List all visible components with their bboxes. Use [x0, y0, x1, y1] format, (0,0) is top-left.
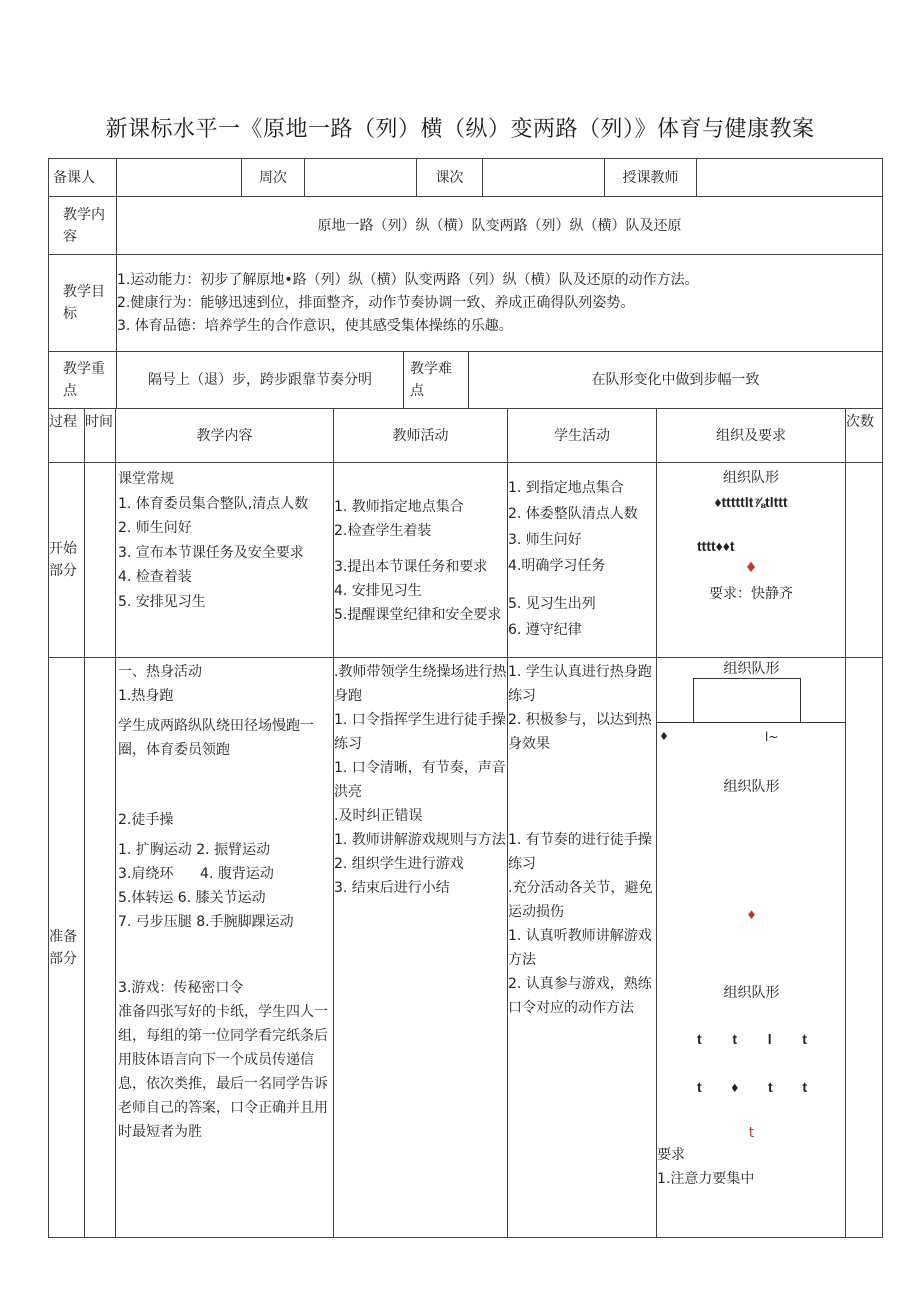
week-label: 周次 [242, 159, 305, 197]
difficulty-label: 教学难 点 [404, 352, 469, 409]
week-value [305, 159, 417, 197]
goal-item: 1.运动能力：初步了解原地•路（列）纵（横）队变两路（列）纵（横）队及还原的动作方法。 [117, 271, 699, 288]
formation-row: t t l t [697, 1031, 807, 1047]
page-title: 新课标水平一《原地一路（列）横（纵）变两路（列）》体育与健康教案 [105, 117, 815, 142]
formation-row: tttt♦♦t [697, 538, 735, 554]
teacher-marker: ♦ [659, 730, 669, 743]
content-value: 原地一路（列）纵（横）队变两路（列）纵（横）队及还原 [117, 197, 883, 255]
preparer-value [117, 159, 242, 197]
col-count: 次数 [846, 409, 883, 463]
org-title: 组织队形 [723, 779, 780, 795]
lesson-value [483, 159, 605, 197]
start-org [657, 463, 846, 658]
start-time [85, 463, 116, 658]
focus-table [48, 351, 883, 409]
start-count [846, 463, 883, 658]
org-requirement: 要求：快静齐 [709, 586, 793, 602]
prep-time [85, 658, 116, 1238]
lesson-label: 课次 [417, 159, 483, 197]
start-content: 课堂常规 1. 体育委员集合整队,清点人数 2. 师生问好 3. 宣布本节课任务及安全要求 4. 检查着装 5. 安排见习生 [116, 463, 334, 658]
teacher-value [697, 159, 883, 197]
key-point-label: 教学重 点 [49, 352, 117, 409]
org-requirement: 1.注意力要集中 [657, 1171, 755, 1187]
track-baseline [657, 722, 846, 723]
teacher-marker: ♦ [746, 908, 757, 922]
col-org: 组织及要求 [657, 409, 846, 463]
teacher-label: 授课教师 [605, 159, 697, 197]
formation-row: t ♦ t t [697, 1079, 807, 1095]
goals-label: 教学目 标 [49, 255, 117, 352]
col-teacher: 教师活动 [334, 409, 508, 463]
prep-count [846, 658, 883, 1238]
process-table [48, 408, 883, 1238]
prep-stage: 准备 部分 [49, 658, 85, 1238]
org-title: 组织队形 [723, 661, 780, 677]
teacher-marker: t [748, 1125, 755, 1141]
prep-content: 一、热身活动 1.热身跑 学生成两路纵队绕田径场慢跑一圈，体育委员领跑 2.徒手操 1. 扩胸运动 2. 振臂运动 3.肩绕环 4. 腹背运动 5.体转运 6. 膝关节运动 7. 弓步压腿 8.手腕脚踝运动 3.游戏：传秘密口令 准备四张写好的卡纸，学生四人一组，每组的第一位同学看完纸条后用肢体语言向下一个成员传递信息，依次类推，最后一名同学告诉老师自己的答案，口令正确并且用时最短者为胜 [116, 658, 334, 1238]
goal-item: 3. 体育品德：培养学生的合作意识，使其感受集体操练的乐趣。 [117, 317, 513, 334]
teacher-marker: ♦ [744, 560, 758, 576]
key-point-value: 隔号上（退）步，跨步跟靠节奏分明 [117, 352, 404, 409]
goals-list [117, 255, 883, 352]
preparer-label: 备课人 [49, 159, 117, 197]
start-stage: 开始 部分 [49, 463, 85, 658]
content-label: 教学内 容 [49, 197, 117, 255]
org-title: 组织队形 [723, 470, 779, 486]
goal-item: 2.健康行为：能够迅速到位，排面整齐，动作节奏协调一致、养成正确得队列姿势。 [117, 294, 635, 311]
col-time: 时间 [85, 409, 116, 463]
prep-teacher: .教师带领学生绕操场进行热身跑 1. 口令指挥学生进行徒手操练习 1. 口令清晰，有节奏，声音洪亮 .及时纠正错误 1. 教师讲解游戏规则与方法 2. 组织学生进行游戏 3. 结束后进行小结 [334, 658, 508, 1238]
lesson-info-table [48, 158, 883, 352]
group-marker: l~ [765, 730, 779, 744]
col-student: 学生活动 [508, 409, 657, 463]
start-teacher: 1. 教师指定地点集合 2.检查学生着装 3.提出本节课任务和要求 4. 安排见习生 5.提醒课堂纪律和安全要求 [334, 463, 508, 658]
track-field [693, 678, 801, 723]
col-process: 过程 [49, 409, 85, 463]
org-title: 组织队形 [723, 985, 780, 1001]
prep-student: 1. 学生认真进行热身跑练习 2. 积极参与，以达到热身效果 1. 有节奏的进行徒手操练习 .充分活动各关节，避免运动损伤 1. 认真听教师讲解游戏方法 2. 认真参与游戏，熟练口令对应的动作方法 [508, 658, 657, 1238]
difficulty-value: 在队形变化中做到步幅一致 [469, 352, 883, 409]
col-content: 教学内容 [116, 409, 334, 463]
formation-row: ♦tttttlt⅞tlttt [714, 494, 788, 510]
start-student: 1. 到指定地点集合 2. 体委整队清点人数 3. 师生问好 4.明确学习任务 5. 见习生出列 6. 遵守纪律 [508, 463, 657, 658]
prep-org [657, 658, 846, 1238]
org-requirement-title: 要求 [657, 1147, 685, 1163]
